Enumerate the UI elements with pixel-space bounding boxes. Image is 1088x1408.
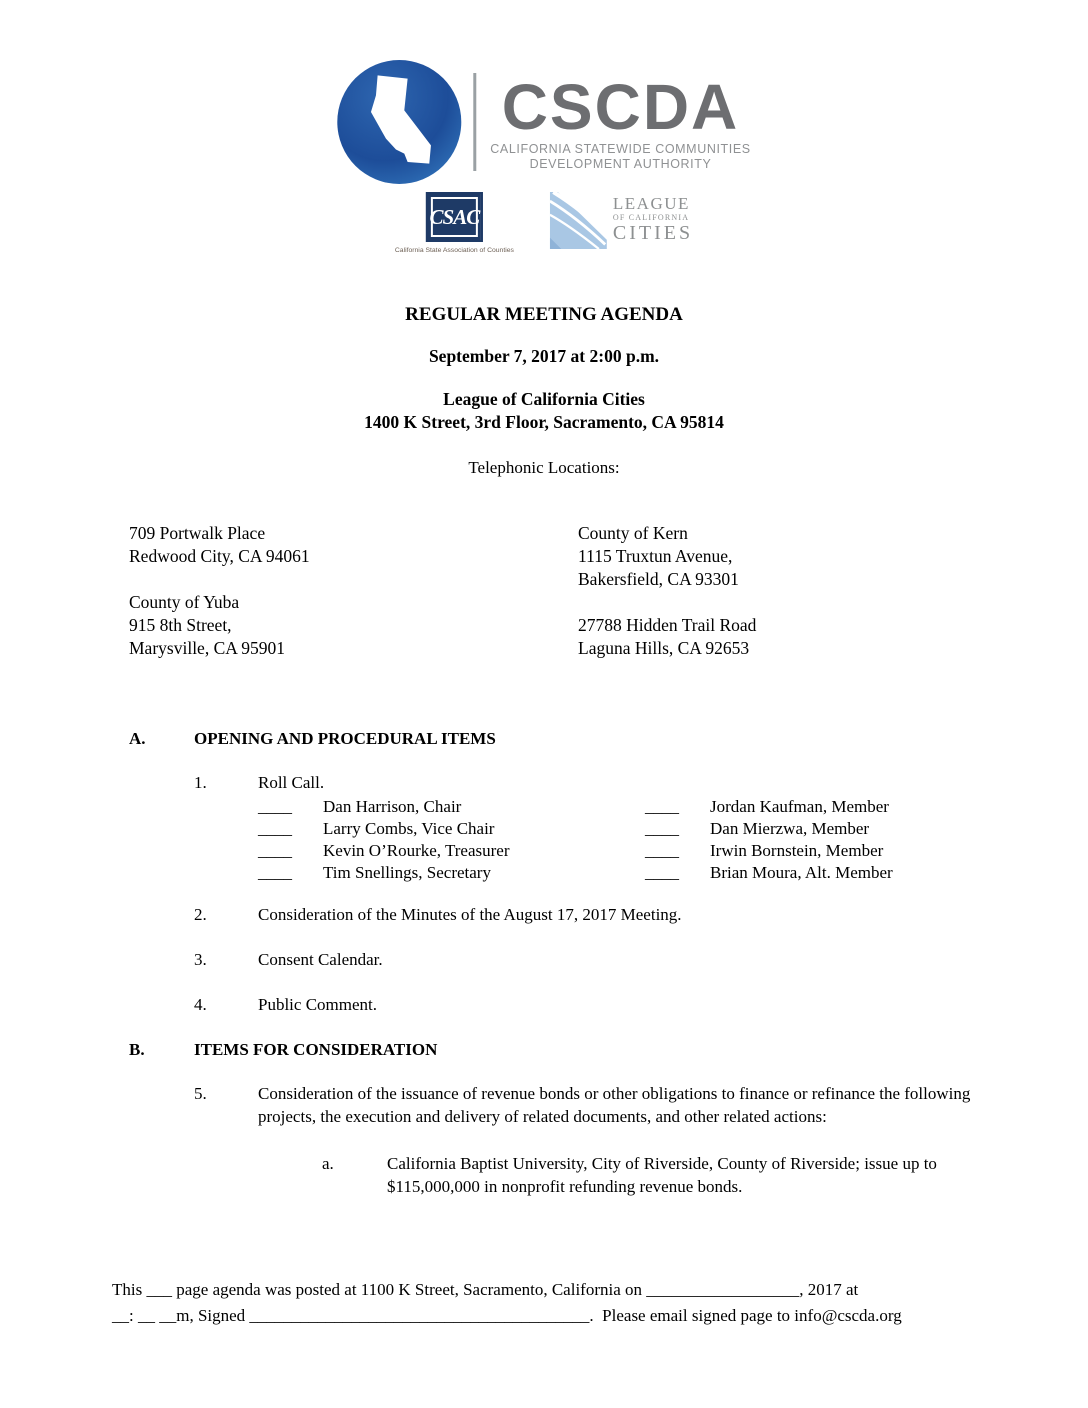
document-header [0,303,1088,479]
item-text: Roll Call. [258,773,325,792]
location-line: County of Kern [578,523,688,543]
telephonic-label: Telephonic Locations: [468,458,620,477]
section-letter: B. [129,1040,145,1059]
section-letter: A. [129,729,146,748]
venue-address: 1400 K Street, 3rd Floor, Sacramento, CA 95814 [364,412,724,432]
telephonic-locations [129,522,969,660]
meeting-title: REGULAR MEETING AGENDA [405,304,683,325]
location-line [578,591,969,614]
roll-call-blank: ____ [258,863,292,882]
league-logo [550,192,693,254]
item-text: California Baptist University, City of Riverside, County of Riverside; issue up to $115,000,000 in nonprofit refunding revenue bonds. [387,1154,937,1196]
cscda-logo-text [490,72,750,172]
section-a-heading [129,727,1088,750]
roll-call-blank: ____ [258,797,292,816]
posting-line2: __: __ __m, Signed ________________________________________. Please email signed page to info@cscda.org [112,1306,902,1325]
csac-caption: California State Association of Counties [394,247,514,254]
agenda-body [0,727,1088,1198]
logo-divider [473,73,476,171]
venue-name: League of California Cities [443,389,645,409]
partner-logos-row [395,192,693,254]
roll-call-name: Dan Mierzwa, Member [710,819,870,838]
california-globe-icon [337,60,461,184]
roll-call-name: Brian Moura, Alt. Member [710,863,893,882]
agenda-item-5a [322,1152,1088,1198]
location-line: 27788 Hidden Trail Road [578,615,757,635]
item-number: 4. [194,995,207,1014]
roll-call-blank: ____ [258,819,292,838]
posting-statement [112,1277,1042,1329]
location-line: Redwood City, CA 94061 [129,546,310,566]
item-letter: a. [322,1154,334,1173]
item-text: Public Comment. [258,995,377,1014]
section-b-heading [129,1038,1088,1061]
location-line: Laguna Hills, CA 92653 [578,638,750,658]
csac-logo [395,192,514,254]
meeting-datetime: September 7, 2017 at 2:00 p.m. [428,346,660,366]
roll-call-name: Larry Combs, Vice Chair [323,819,495,838]
cscda-subtitle-line1: CALIFORNIA STATEWIDE COMMUNITIES [490,142,751,156]
roll-call-blank: ____ [645,841,679,860]
location-line: Marysville, CA 95901 [129,638,286,658]
cscda-acronym: CSCDA [501,71,740,143]
locations-left-column [129,522,578,660]
roll-call-list [258,796,1088,884]
location-line: 1115 Truxtun Avenue, [578,546,733,566]
item-number: 3. [194,950,207,969]
roll-call-blank: ____ [645,819,679,838]
roll-call-name: Irwin Bornstein, Member [710,841,884,860]
roll-call-name: Dan Harrison, Chair [323,797,462,816]
california-map-icon [357,72,441,172]
roll-call-name: Jordan Kaufman, Member [710,797,889,816]
item-number: 5. [194,1084,207,1103]
section-title: ITEMS FOR CONSIDERATION [194,1040,438,1059]
roll-call-blank: ____ [645,863,679,882]
cscda-logo [337,60,750,184]
league-line2: OF CALIFORNIA [612,213,690,222]
agenda-item-1 [194,771,1088,794]
section-title: OPENING AND PROCEDURAL ITEMS [194,729,496,748]
item-number: 2. [194,905,207,924]
csac-acronym: CSAC [429,204,480,229]
location-line: 709 Portwalk Place [129,523,266,543]
agenda-item-3 [194,948,1088,971]
roll-call-name: Tim Snellings, Secretary [323,863,491,882]
agenda-item-4 [194,993,1088,1016]
cscda-subtitle-line2: DEVELOPMENT AUTHORITY [529,157,712,171]
csac-square-icon [426,192,483,242]
league-logo-text [613,192,693,244]
item-number: 1. [194,773,207,792]
agenda-item-2 [194,903,1088,926]
item-text: Consent Calendar. [258,950,383,969]
location-line: County of Yuba [129,592,240,612]
roll-call-name: Kevin O’Rourke, Treasurer [323,841,510,860]
locations-right-column [578,522,969,660]
league-line1: LEAGUE [612,194,690,213]
location-line: 915 8th Street, [129,615,232,635]
league-swoosh-icon [550,192,607,254]
item-text: Consideration of the Minutes of the August 17, 2017 Meeting. [258,905,682,924]
item-text: Consideration of the issuance of revenue bonds or other obligations to finance or refinance the following projects, the execution and delivery of related documents, and other related actions: [258,1084,971,1126]
location-line [129,568,578,591]
posting-line1: This ___ page agenda was posted at 1100 K Street, Sacramento, California on __________________, 2017 at [112,1280,859,1299]
roll-call-blank: ____ [645,797,679,816]
agenda-item-5 [194,1082,1088,1128]
roll-call-blank: ____ [258,841,292,860]
location-line: Bakersfield, CA 93301 [578,569,739,589]
league-line3: CITIES [612,222,694,244]
